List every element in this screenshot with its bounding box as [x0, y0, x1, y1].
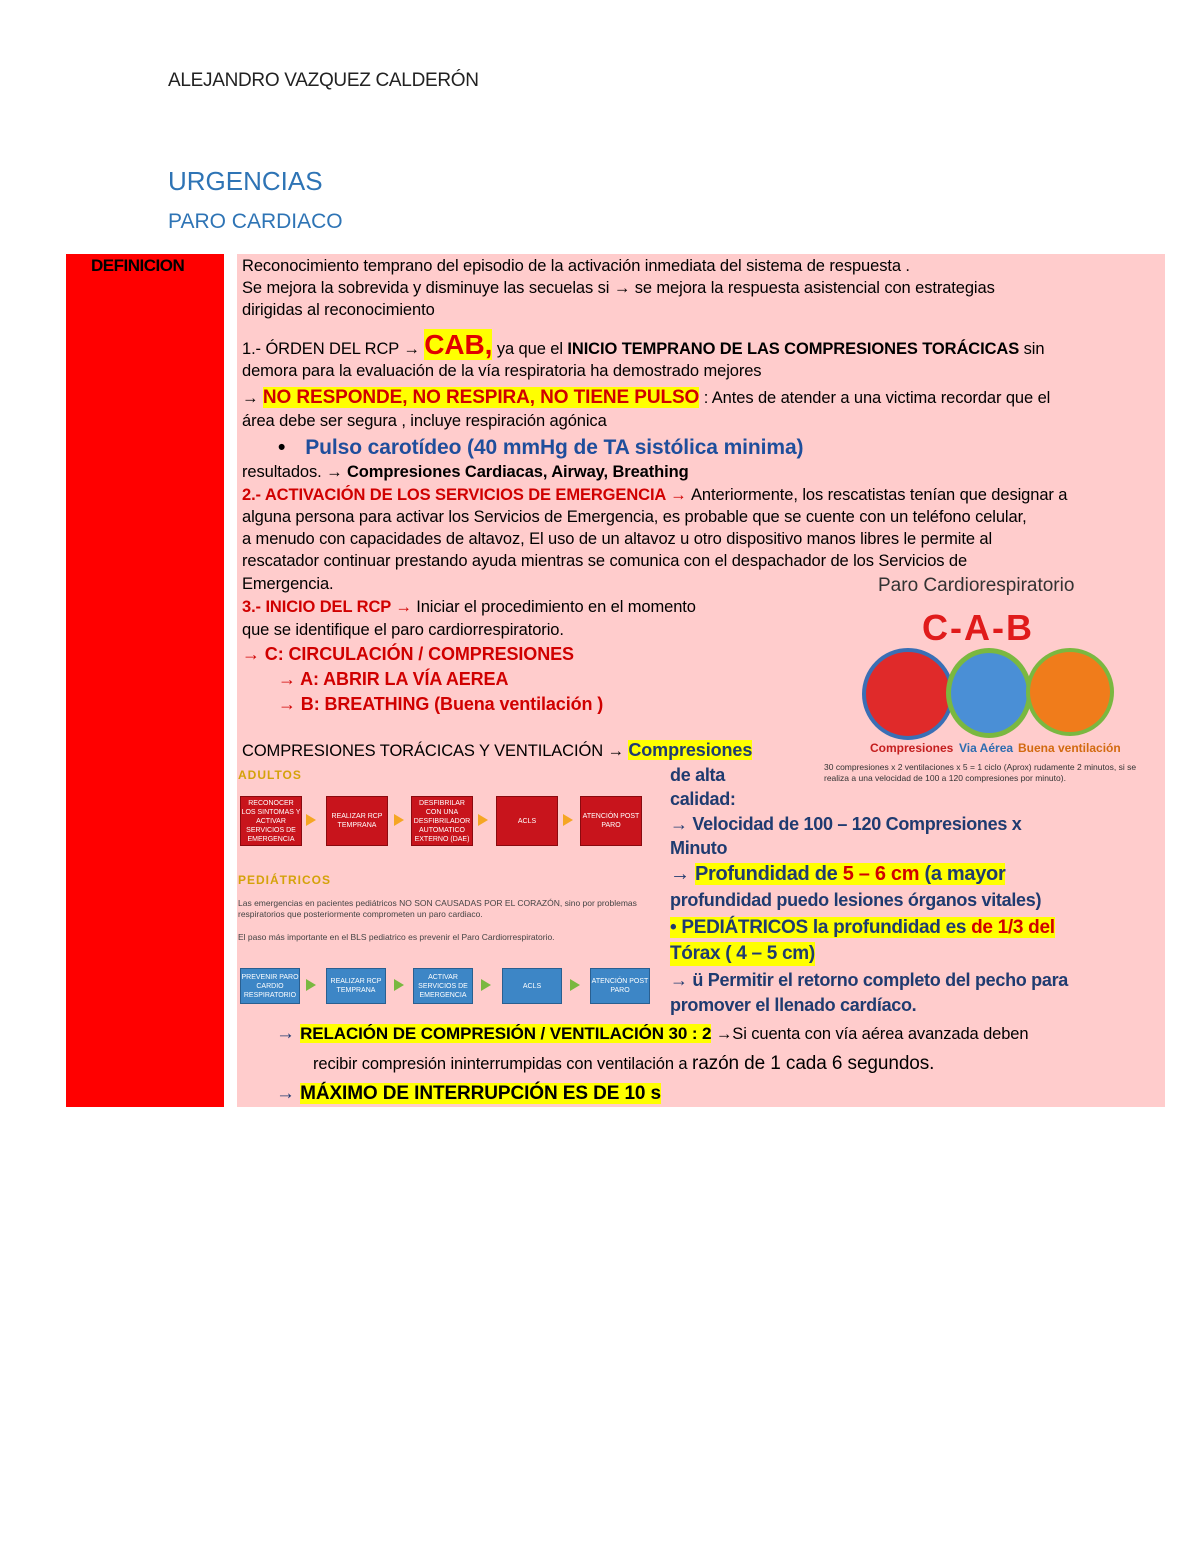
right-line: promover el llenado cardíaco. [670, 995, 917, 1015]
step-b: → B: BREATHING (Buena ventilación ) [278, 694, 604, 714]
step-c: → C: CIRCULACIÓN / COMPRESIONES [242, 644, 574, 664]
right-line [670, 862, 1005, 886]
text-line [242, 597, 696, 617]
maximo-highlight: MÁXIMO DE INTERRUPCIÓN ES DE 10 s [300, 1083, 662, 1104]
breathing-icon [1026, 648, 1114, 736]
text-line [242, 740, 752, 761]
flow-step: REALIZAR RCP TEMPRANA [326, 968, 386, 1004]
right-line: Tórax ( 4 – 5 cm) [670, 943, 815, 964]
right-line: profundidad puedo lesiones órganos vitales) [670, 890, 1042, 910]
right-line: Minuto [670, 838, 728, 858]
arrow-right-icon [394, 979, 404, 991]
right-line [670, 916, 1055, 940]
flow-step: ACTIVAR SERVICIOS DE EMERGENCIA [413, 968, 473, 1004]
text-line-maximo [276, 1082, 661, 1106]
peds-text: El paso más importante en el BLS pediatrico es prevenir el Paro Cardiorrespiratorio. [238, 932, 555, 942]
bullet-icon: • [278, 436, 286, 459]
arrow-icon: → [670, 863, 695, 885]
text-segment: Anteriormente, los rescatistas tenían que designar a [691, 486, 1068, 504]
text-bold: INICIO TEMPRANO DE LAS COMPRESIONES TORÁCICAS [567, 340, 1020, 358]
text-segment: • PEDIÁTRICOS la profundidad es [670, 917, 972, 938]
flow-step: ACLS [496, 796, 558, 846]
airway-icon [946, 648, 1032, 738]
text-segment: (a mayor [919, 863, 1006, 885]
label-column [66, 254, 224, 1107]
text-segment: Profundidad de [694, 863, 843, 885]
page-subtitle: PARO CARDIACO [168, 210, 343, 233]
text-segment: 1.- ÓRDEN DEL RCP → [242, 340, 425, 358]
step-heading: 2.- ACTIVACIÓN DE LOS SERVICIOS DE EMERGENCIA [242, 486, 666, 504]
definition-label: DEFINICION [91, 256, 185, 275]
peds-tag: PEDIÁTRICOS [238, 873, 332, 887]
cab-caption-a: Via Aérea [959, 741, 1014, 755]
arrow-right-icon [394, 814, 404, 826]
cab-highlight: CAB, [424, 329, 493, 360]
text-line: área debe ser segura , incluye respiración agónica [242, 412, 607, 430]
cab-caption-b: Buena ventilación [1018, 741, 1121, 755]
arrow-icon: → [276, 1083, 301, 1104]
relacion-highlight: RELACIÓN DE COMPRESIÓN / VENTILACIÓN 30 : 2 [300, 1024, 712, 1043]
step-heading: 3.- INICIO DEL RCP [242, 598, 391, 616]
cab-caption-c: Compresiones [870, 741, 954, 755]
text-segment: COMPRESIONES TORÁCICAS Y VENTILACIÓN → [242, 742, 629, 760]
text-segment: 5 – 6 cm [842, 863, 920, 885]
flow-step: ATENCIÓN POST PARO [580, 796, 642, 846]
text-line [242, 485, 1067, 505]
peds-text: Las emergencias en pacientes pediátricos NO SON CAUSADAS POR EL CORAZÓN, sino por problemas respiratorios que posteriormente comprometen un paro cardiaco. [238, 898, 637, 919]
text-line: Se mejora la sobrevida y disminuye las secuelas si → se mejora la respuesta asistencial con estrategias [242, 279, 995, 297]
arrow-icon: → [390, 598, 417, 616]
text-line: a menudo con capacidades de altavoz, El uso de un altavoz u otro dispositivo manos libres le permite al [242, 530, 993, 548]
compressions-hands-icon [862, 648, 954, 740]
text-segment: razón de 1 cada 6 segundos. [691, 1053, 935, 1074]
text-line: dirigidas al reconocimiento [242, 301, 435, 319]
arrow-icon: → [242, 389, 263, 407]
text-line [242, 462, 689, 482]
text-line: Emergencia. [242, 575, 334, 593]
arrow-icon: → [276, 1023, 301, 1044]
right-line: de alta [670, 765, 725, 785]
author-name: ALEJANDRO VAZQUEZ CALDERÓN [168, 70, 479, 91]
bullet-text: Pulso carotídeo (40 mmHg de TA sistólica minima) [305, 436, 804, 459]
text-line [313, 1052, 934, 1076]
flow-step: DESFIBRILAR CON UNA DESFIBRILADOR AUTOMATICO EXTERNO (DAE) [411, 796, 473, 846]
arrow-right-icon [478, 814, 488, 826]
alert-highlight: NO RESPONDE, NO RESPIRA, NO TIENE PULSO [262, 387, 700, 408]
text-line-cab [242, 329, 1045, 362]
arrow-right-icon [481, 979, 491, 991]
text-segment: de 1/3 del [971, 917, 1055, 938]
text-segment: recibir compresión ininterrumpidas con ventilación a [313, 1055, 692, 1073]
text-line: rescatador continuar prestando ayuda mientras se comunica con el despachador de los Servicios de [242, 552, 968, 570]
flow-step: ATENCIÓN POST PARO [590, 968, 650, 1004]
text-line: demora para la evaluación de la vía respiratoria ha demostrado mejores [242, 362, 762, 380]
text-segment: resultados. → [242, 463, 347, 481]
text-segment: sin [1019, 340, 1045, 358]
text-segment: ya que el [492, 340, 568, 358]
page-title: URGENCIAS [168, 166, 323, 196]
cab-note: 30 compresiones x 2 ventilaciones x 5 = 1 ciclo (Aprox) rudamente 2 minutos, si se realiza a una velocidad de 100 a 120 compresiones por minuto). [824, 762, 1137, 783]
text-segment: : Antes de atender a una victima recordar que el [699, 389, 1051, 407]
flow-step: REALIZAR RCP TEMPRANA [326, 796, 388, 846]
right-line: → Velocidad de 100 – 120 Compresiones x [670, 814, 1022, 834]
highlight-compresiones: Compresiones [628, 740, 753, 760]
arrow-icon: → [665, 486, 692, 504]
text-segment: →Si cuenta con vía aérea avanzada deben [711, 1025, 1029, 1043]
step-a: → A: ABRIR LA VÍA AEREA [278, 669, 509, 689]
text-line: que se identifique el paro cardiorrespiratorio. [242, 621, 564, 639]
cab-figure-title: Paro Cardiorespiratorio [878, 575, 1075, 596]
flow-step: PREVENIR PARO CARDIO RESPIRATORIO [240, 968, 300, 1004]
flow-step: ACLS [502, 968, 562, 1004]
text-line: Reconocimiento temprano del episodio de la activación inmediata del sistema de respuesta . [242, 257, 910, 275]
arrow-right-icon [563, 814, 573, 826]
adults-tag: ADULTOS [238, 768, 302, 782]
right-line: calidad: [670, 789, 736, 809]
text-line-no-responde [242, 386, 1050, 410]
bullet-pulse [278, 436, 803, 461]
text-line: alguna persona para activar los Servicios de Emergencia, es probable que se cuente con un teléfono celular, [242, 508, 1027, 526]
cab-letters: C-A-B [922, 607, 1034, 648]
arrow-right-icon [570, 979, 580, 991]
text-bold: Compresiones Cardiacas, Airway, Breathing [346, 463, 689, 481]
arrow-right-icon [306, 979, 316, 991]
text-segment: Iniciar el procedimiento en el momento [416, 598, 696, 616]
flow-step: RECONOCER LOS SINTOMAS Y ACTIVAR SERVICIOS DE EMERGENCIA [240, 796, 302, 846]
text-line-relacion [276, 1022, 1028, 1046]
arrow-right-icon [306, 814, 316, 826]
right-line: → ü Permitir el retorno completo del pecho para [670, 970, 1068, 990]
